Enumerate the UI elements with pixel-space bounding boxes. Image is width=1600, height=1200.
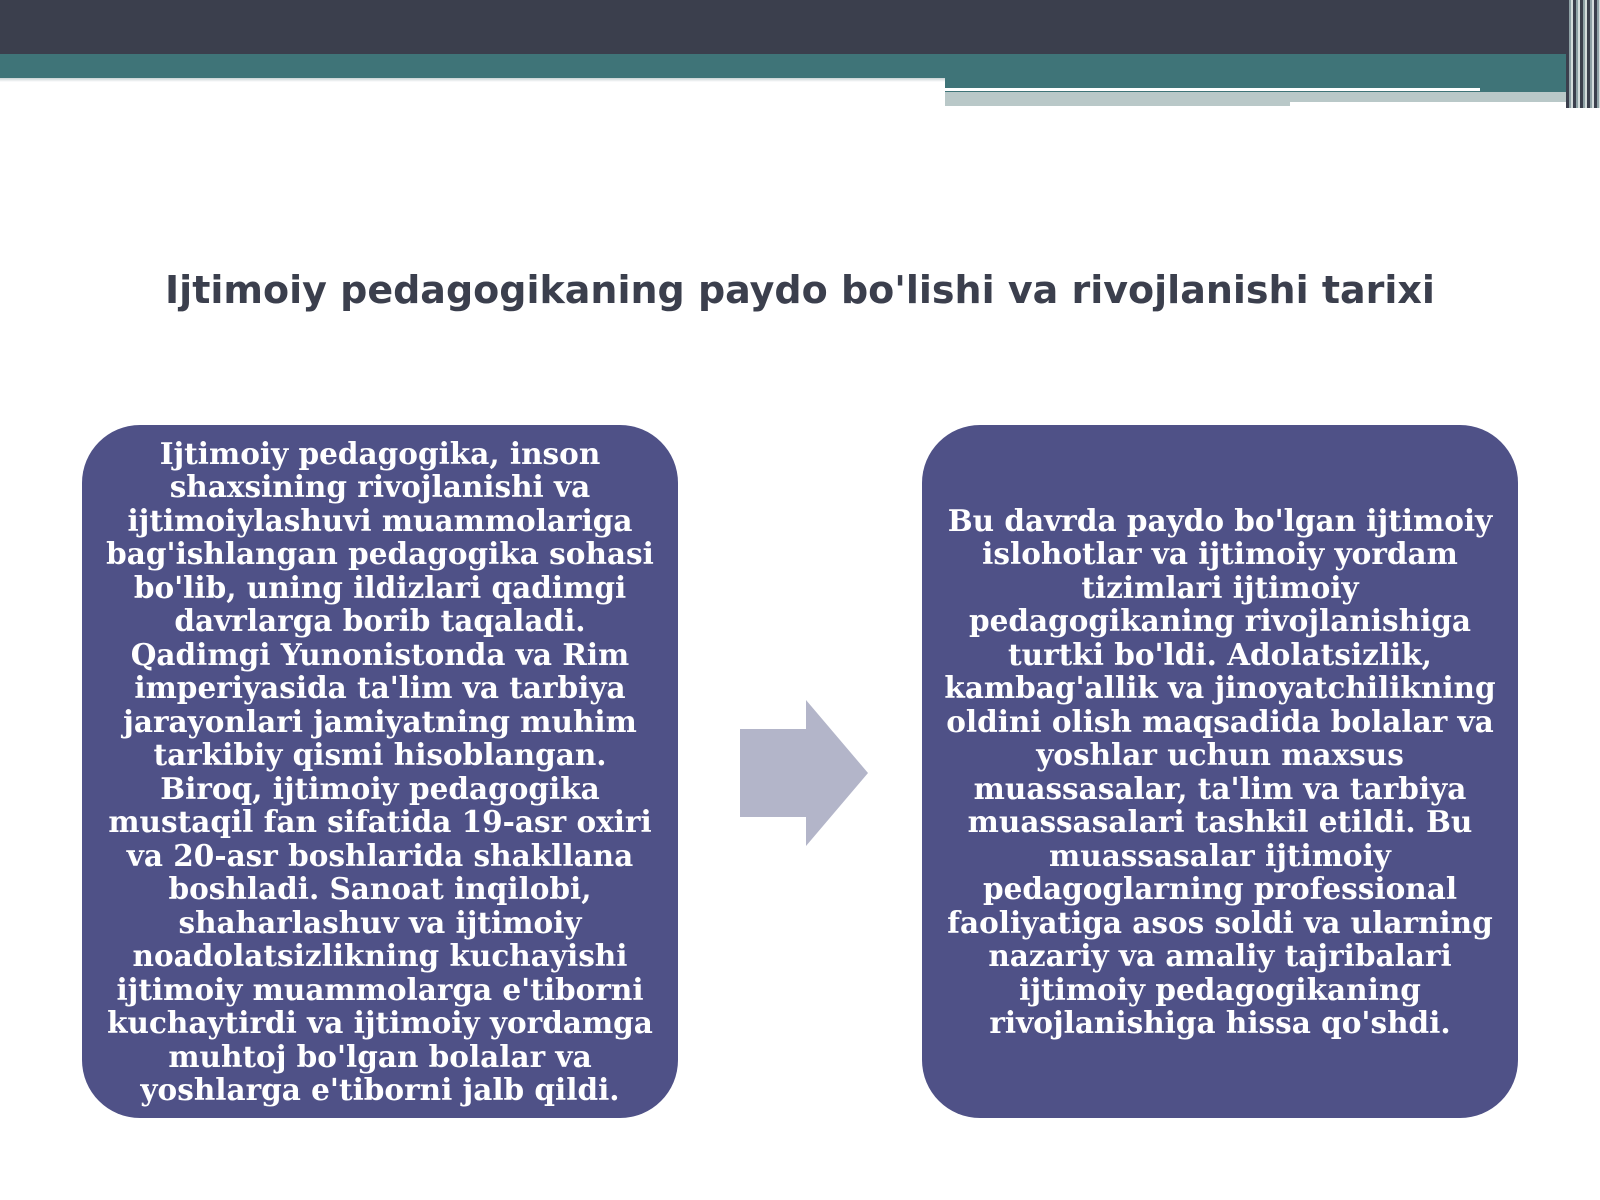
header-shadow (0, 78, 945, 82)
arrow-right-shape (740, 700, 868, 846)
history-box-left-text: Ijtimoiy pedagogika, inson shaxsining rivojlanishi va ijtimoiylashuvi muammolariga bag'ishlangan pedagogika sohasi bo'lib, uning ildizlari qadimgi davrlarga borib taqaladi. Qadimgi Yunonistonda va Rim imperiyasida ta'lim va tarbiya jarayonlari jamiyatning muhim tarkibiy qismi hisoblangan. Biroq, ijtimoiy pedagogika mustaqil fan sifatida 19-asr oxiri va 20-asr boshlarida shakllana boshladi. Sanoat inqilobi, shaharlashuv va ijtimoiy noadolatsizlikning kuchayishi ijtimoiy muammolarga e'tiborni kuchaytirdi va ijtimoiy yordamga muhtoj bo'lgan bolalar va yoshlarga e'tiborni jalb qildi. (106, 435, 654, 1107)
header-accent-highlight (945, 88, 1480, 91)
header-accent-highlight-lower (1290, 102, 1590, 106)
slide-title: Ijtimoiy pedagogikaning paydo bo'lishi va rivojlanishi tarixi (165, 268, 1435, 312)
header-teal-band (0, 54, 1580, 78)
header-edge-stripes (1566, 0, 1600, 108)
history-box-right (922, 425, 1518, 1118)
header-dark-bar (0, 0, 1600, 54)
history-box-left (82, 425, 678, 1118)
arrow-right-icon (740, 700, 868, 846)
history-box-right-text: Bu davrda paydo bo'lgan ijtimoiy islohotlar va ijtimoiy yordam tizimlari ijtimoiy pedagogikaning rivojlanishiga turtki bo'ldi. Adolatsizlik, kambag'allik va jinoyatchilikning oldini olish maqsadida bolalar va yoshlar uchun maxsus muassasalar, ta'lim va tarbiya muassasalari tashkil etildi. Bu muassasalar ijtimoiy pedagoglarning professional faoliyatiga asos soldi va ularning nazariy va amaliy tajribalari ijtimoiy pedagogikaning rivojlanishiga hissa qo'shdi. (944, 502, 1496, 1040)
